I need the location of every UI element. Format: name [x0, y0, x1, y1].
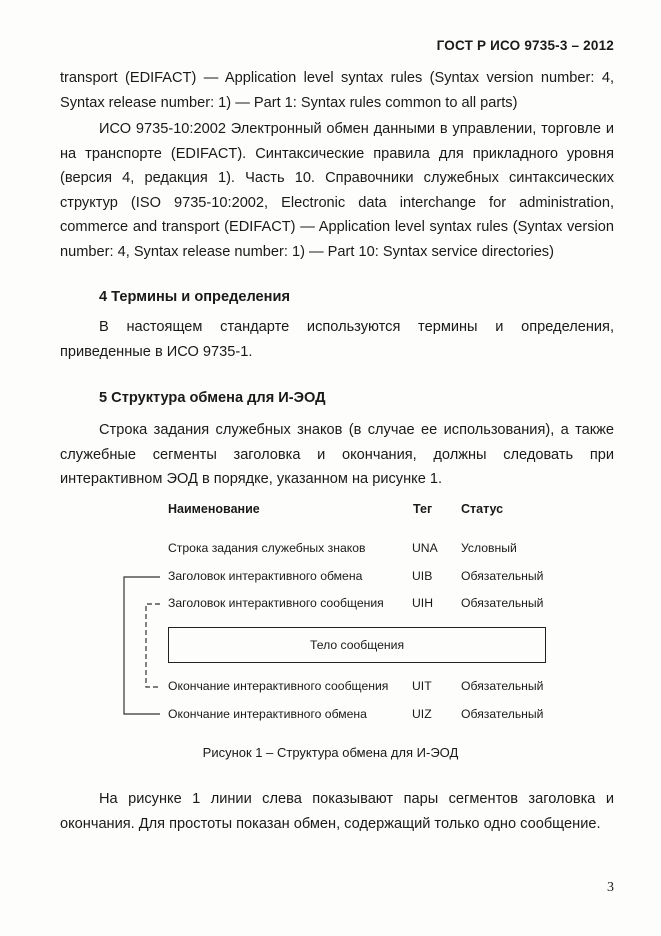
- text-line: структур (ISO 9735-10:2002, Electronic data interchange for administration,: [60, 194, 614, 211]
- section-4-heading: 4 Термины и определения: [99, 289, 290, 305]
- standard-header: ГОСТ Р ИСО 9735-3 – 2012: [436, 38, 614, 53]
- section-5-heading: 5 Структура обмена для И-ЭОД: [99, 390, 326, 406]
- text-line: служебные сегменты заголовка и окончания, должны следовать при: [60, 446, 614, 463]
- row-status-uit: Обязательный: [461, 679, 544, 693]
- row-tag-uiz: UIZ: [412, 707, 432, 721]
- row-tag-uit: UIT: [412, 679, 432, 693]
- column-header-status: Статус: [461, 502, 504, 516]
- row-name-uit: Окончание интерактивного сообщения: [168, 679, 389, 693]
- text-line: (версия 4, редакция 1). Часть 10. Справочники служебных синтаксических: [60, 170, 614, 187]
- text-line: В настоящем стандарте используются термины и определения,: [99, 319, 614, 335]
- text-line: окончания. Для простоты показан обмен, содержащий только одно сообщение.: [60, 815, 601, 832]
- column-header-name: Наименование: [168, 502, 260, 516]
- text-line: На рисунке 1 линии слева показывают пары сегментов заголовка и: [99, 791, 614, 807]
- interchange-bracket-line: [124, 577, 160, 714]
- page-number: 3: [607, 880, 614, 895]
- row-name-una: Строка задания служебных знаков: [168, 541, 366, 555]
- row-name-uib: Заголовок интерактивного обмена: [168, 569, 363, 583]
- text-line: на транспорте (EDIFACT). Синтаксические правила для прикладного уровня: [60, 145, 614, 162]
- closing-paragraph: [60, 787, 614, 836]
- row-status-una: Условный: [461, 541, 517, 555]
- row-tag-uib: UIB: [412, 569, 433, 583]
- text-line: transport (EDIFACT) — Application level syntax rules (Syntax version number: 4,: [60, 70, 614, 86]
- figure-caption: Рисунок 1 – Структура обмена для И-ЭОД: [202, 745, 459, 760]
- message-bracket-line: [146, 604, 160, 687]
- text-line: Строка задания служебных знаков (в случае ее использования), а также: [99, 422, 614, 438]
- text-line: интерактивном ЭОД в порядке, указанном на рисунке 1.: [60, 471, 443, 488]
- text-line: commerce and transport (EDIFACT) — Application level syntax rules (Syntax version: [60, 219, 614, 236]
- row-status-uiz: Обязательный: [461, 707, 544, 721]
- row-tag-uih: UIH: [412, 596, 433, 610]
- message-body-label: Тело сообщения: [309, 638, 405, 652]
- row-tag-una: UNA: [412, 541, 438, 555]
- row-name-uiz: Окончание интерактивного обмена: [168, 707, 367, 721]
- text-line: приведенные в ИСО 9735-1.: [60, 343, 253, 360]
- row-name-uih: Заголовок интерактивного сообщения: [168, 596, 384, 610]
- row-status-uib: Обязательный: [461, 569, 544, 583]
- text-line: number: 4, Syntax release number: 1) — Part 10: Syntax service directories): [60, 243, 554, 260]
- row-status-uih: Обязательный: [461, 596, 544, 610]
- text-line: Syntax release number: 1) — Part 1: Syntax rules common to all parts): [60, 94, 518, 111]
- text-line: ИСО 9735-10:2002 Электронный обмен данными в управлении, торговле и: [99, 121, 614, 137]
- column-header-tag: Тег: [413, 502, 433, 516]
